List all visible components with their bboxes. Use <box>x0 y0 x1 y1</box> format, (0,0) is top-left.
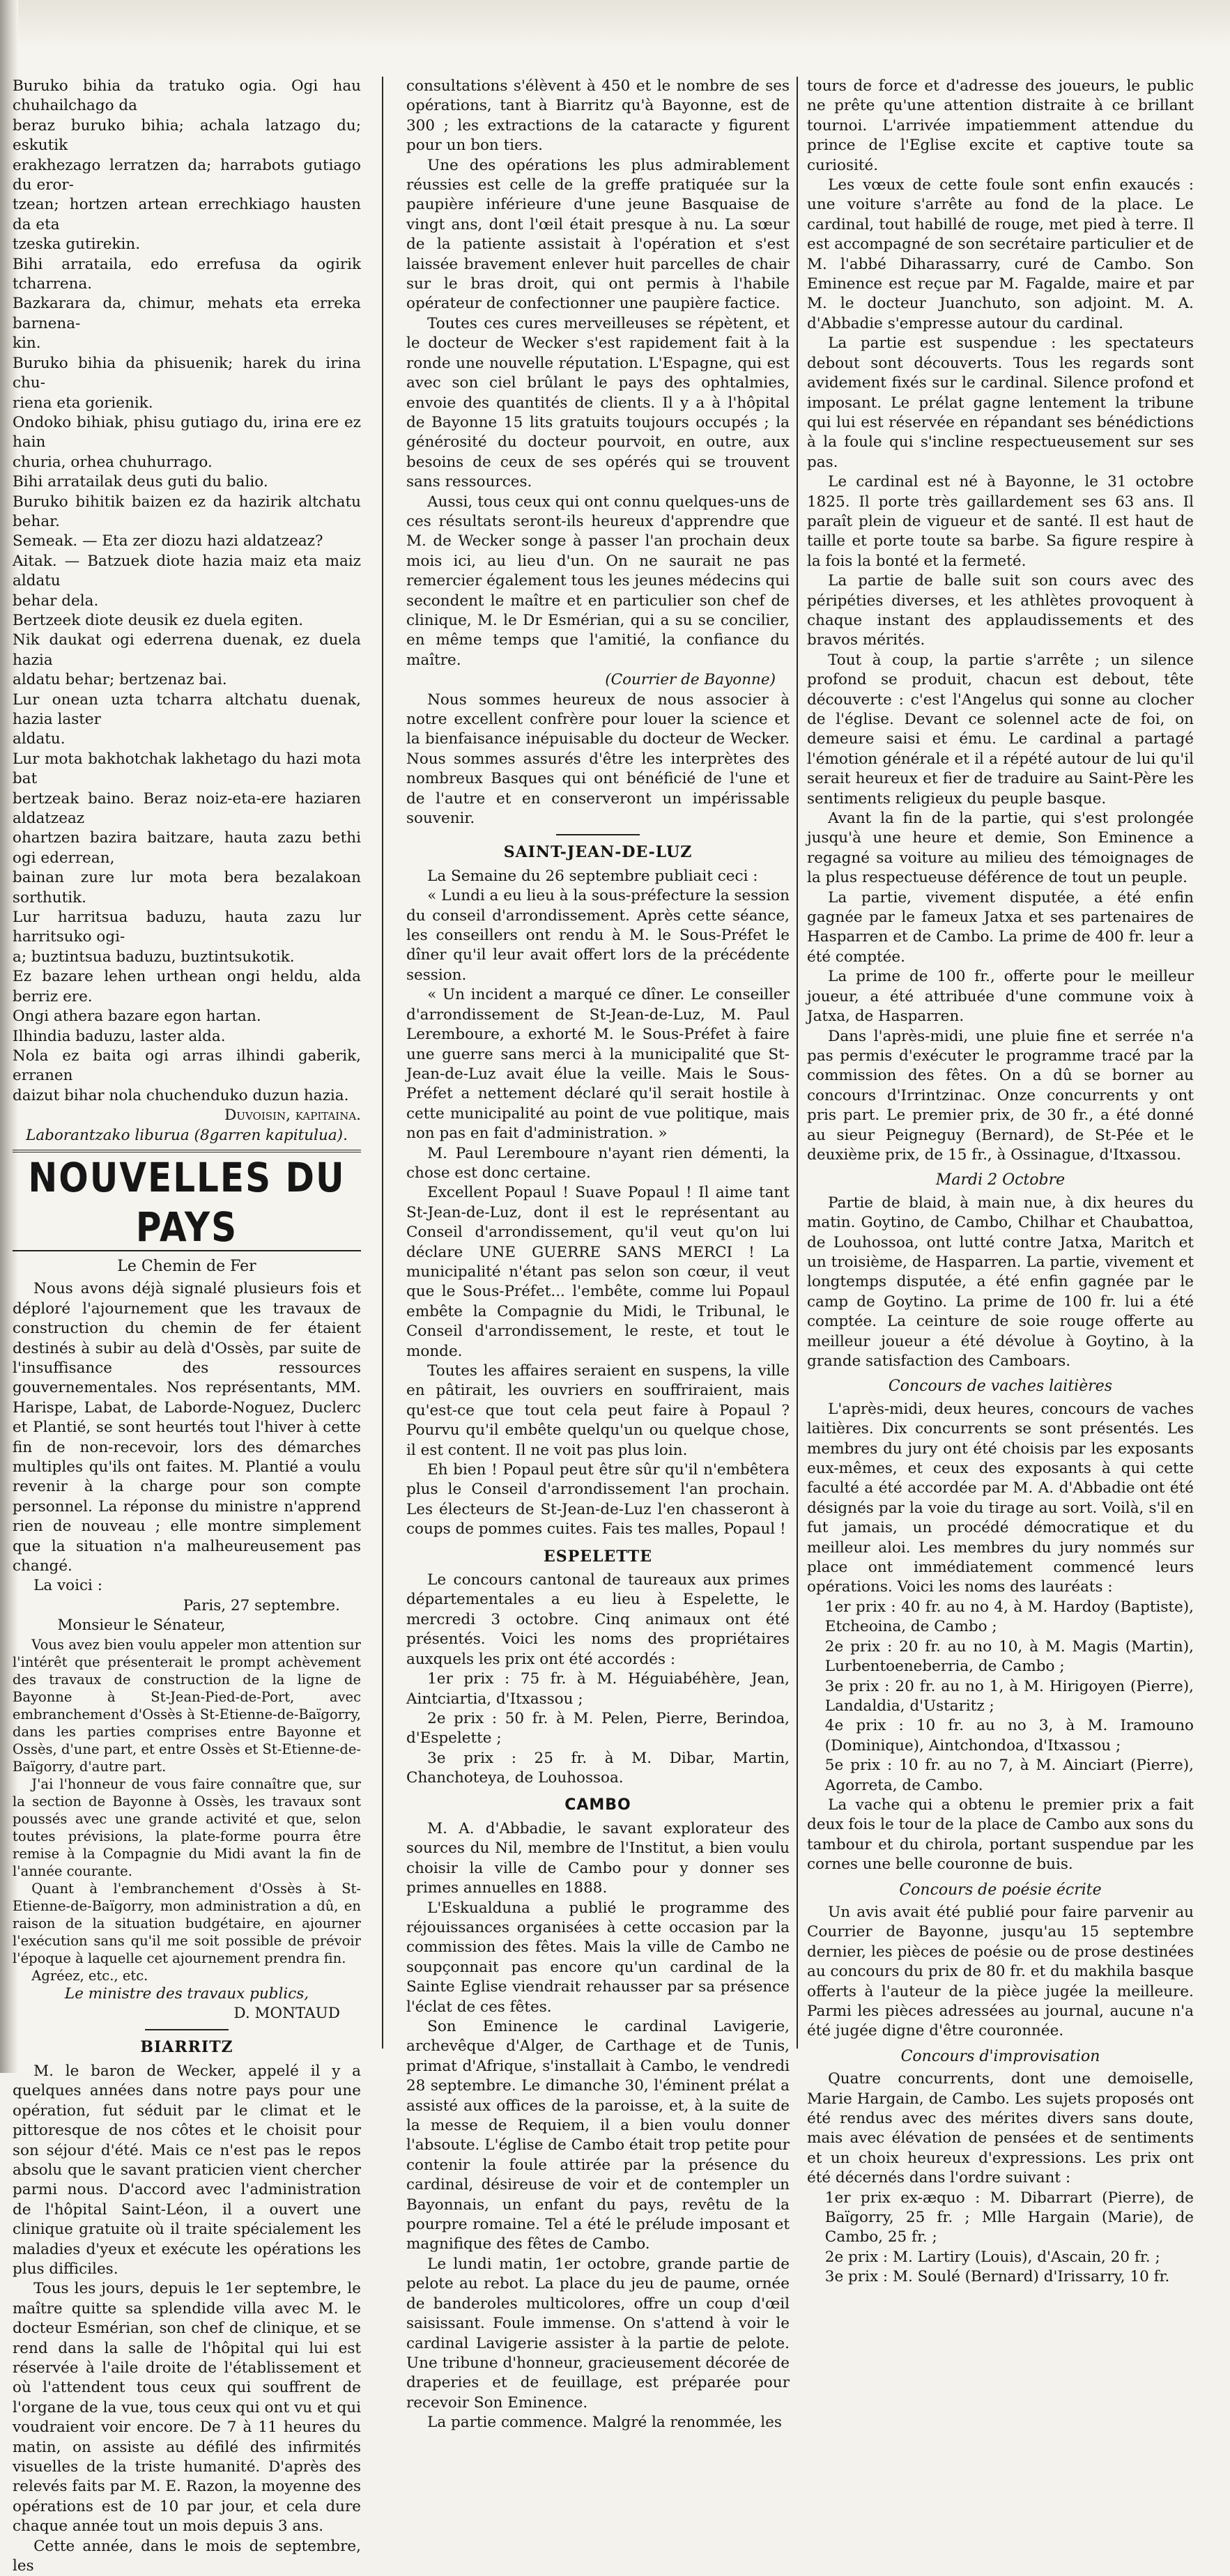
letter-paragraph: Quant à l'embranchement d'Ossès à St-Etienne-de-Baïgorry, mon administration a dû, en raison de la situation budgétaire, en ajourner l'exécution sans qu'il me soit possible de prévoir l'époque à laquelle cet ajournement prendra fin. <box>13 1880 361 1966</box>
prize-line: 1er prix ex-æquo : M. Dibarrart (Pierre), de Baïgorry, 25 fr. ; Mlle Hargain (Marie), de Cambo, 25 fr. ; <box>824 2189 1194 2246</box>
basque-line: Nik daukat ogi ederrena duenak, ez duela hazia <box>13 631 361 669</box>
article-source: (Courrier de Bayonne) <box>605 671 776 689</box>
espelette-title: ESPELETTE <box>544 1547 652 1566</box>
article-paragraph: Partie de blaid, à main nue, à dix heures du matin. Goytino, de Cambo, Chilhar et Chaubattoa, de Louhossoa, ont lutté contre Jatxa, Maritch et un troisième, de Hasparren. La partie, vivement et longtemps disputée, a été enfin gagnée par le camp de Goytino. La prime de 100 fr. lui a été comptée. La ceinture de soie rouge offerte au meilleur joueur a été dévolue à Goytino, à la grande satisfaction des Camboars. <box>807 1194 1194 1370</box>
basque-source: Laborantzako liburua (8garren kapitulua). <box>26 1126 348 1144</box>
basque-line: beraz buruko bihia; achala latzago du; eskutik <box>13 116 361 155</box>
basque-line: Aitak. — Batzuek diote hazia maiz eta maiz aldatu <box>13 552 361 590</box>
basque-line: Lur harritsua baduzu, hauta zazu lur harritsuko ogi- <box>13 909 361 946</box>
basque-line: Lur onean uzta tcharra altchatu duenak, hazia laster <box>13 691 361 728</box>
article-paragraph: La partie commence. Malgré la renommée, les <box>427 2414 782 2432</box>
basque-line: Bazkarara da, chimur, mehats eta erreka barnena- <box>13 295 361 332</box>
basque-line: bertzeak baino. Beraz noiz-eta-ere haziaren aldatzeaz <box>13 789 361 828</box>
basque-line: Lur mota bakhotchak lakhetago du hazi mota bat <box>13 750 361 788</box>
section-rule <box>13 1150 361 1152</box>
letter-paragraph: Vous avez bien voulu appeler mon attention sur l'intérêt que présenterait le prompt achèvement des travaux de construction de la ligne de Bayonne à St-Jean-Pied-de-Port, avec embranchement d'Ossès à St-Etienne-de-Baïgorry, dans les parties comprises entre Bayonne et Ossès, d'une part, et entre Ossès et St-Etienne-de-Baïgorry, d'autre part. <box>13 1636 361 1775</box>
letter-signature-name: D. MONTAUD <box>233 2005 340 2023</box>
poesie-title: Concours de poésie écrite <box>899 1881 1102 1899</box>
basque-line: Bertzeek diote deusik ez duela egiten. <box>13 611 304 629</box>
article-paragraph: La Semaine du 26 septembre publiait ceci : <box>427 867 758 885</box>
prize-line: 2e prix : 50 fr. à M. Pelen, Pierre, Berindoa, d'Espelette ; <box>406 1709 790 1748</box>
article-paragraph: Le concours cantonal de taureaux aux primes départementales a eu lieu à Espelette, le mercredi 3 octobre. Cinq animaux ont été présentés. Voici les noms des propriétaires auxquels les prix ont été accordés : <box>406 1571 790 1668</box>
article-paragraph: Toutes ces cures merveilleuses se répètent, et le docteur de Wecker s'est rapidement fait à la ronde une nouvelle réputation. L'Espagne, qui est avec son ciel brûlant le pays des ophtalmies, envoie des quantités de clients. Il y a à l'hôpital de Bayonne 15 lits gratuits toujours occupés ; la générosité du docteur pourvoit, en outre, aux besoins de ceux de ses opérés qui se trouvent sans ressources. <box>406 314 790 491</box>
article-paragraph: consultations s'élèvent à 450 et le nombre de ses opérations, tant à Biarritz qu'à Bayonne, est de 300 ; les extractions de la cataracte y figurent pour un bon tiers. <box>406 77 790 155</box>
article-paragraph: La prime de 100 fr., offerte pour le meilleur joueur, a été attribuée d'une commune voix à Jatxa, de Hasparren. <box>807 968 1194 1026</box>
letter-body <box>13 1636 361 1984</box>
letter-signature-title: Le ministre des travaux publics, <box>64 1984 309 2003</box>
basque-line: erakhezago lerratzen da; harrabots gutiago du eror- <box>13 156 361 194</box>
prize-line: 1er prix : 75 fr. à M. Héguiabéhère, Jean, Aintciartia, d'Itxassou ; <box>406 1670 790 1708</box>
article-paragraph: La partie est suspendue : les spectateurs debout sont découverts. Tous les regards sont avidement fixés sur le cardinal. Silence profond et imposant. Le prélat gagne lentement la tribune qui lui est réservée en répandant ses bénédictions à la foule qui s'incline respectueusement sur ses pas. <box>807 334 1194 471</box>
article-separator <box>145 2029 229 2030</box>
article-paragraph: Dans l'après-midi, une pluie fine et serrée n'a pas permis d'exécuter le programme tracé par la commission des fêtes. On a dû se borner au concours d'Irrintzinac. Onze concurrents y ont pris part. Le premier prix, de 30 fr., a été donné au sieur Peigneguy (Bernard), de St-Pée et le deuxième prix, de 15 fr., à Ossinague, d'Itxassou. <box>807 1027 1194 1164</box>
biarritz-title: BIARRITZ <box>140 2038 233 2057</box>
prize-line: 3e prix : 20 fr. au no 1, à M. Hirigoyen (Pierre), Landaldia, d'Ustaritz ; <box>824 1677 1194 1715</box>
article-paragraph: Quatre concurrents, dont une demoiselle, Marie Hargain, de Cambo. Les sujets proposés ont été rendus avec des mérites divers sans doute, mais avec élévation de pensées et de sentiments et un choix heureux d'expressions. Les prix ont été décernés dans l'ordre suivant : <box>807 2070 1194 2187</box>
article-paragraph: Le lundi matin, 1er octobre, grande partie de pelote au rebot. La place du jeu de paume, ornée de banderoles multicolores, offre un coup d'œil saisissant. Foule immense. On s'attend à voir le cardinal Lavigerie assister à la partie de pelote. Une tribune d'honneur, gracieusement décorée de draperies et de feuillage, est préparée pour recevoir Son Eminence. <box>406 2255 790 2412</box>
stjean-title: SAINT-JEAN-DE-LUZ <box>503 843 693 862</box>
basque-line: ohartzen bazira baitzare, hauta zazu bethi ogi ederrean, <box>13 829 361 867</box>
letter-paragraph: J'ai l'honneur de vous faire connaître que, sur la section de Bayonne à Ossès, les travaux sont poussés avec une grande activité et que, selon toutes prévisions, la plate-forme pourra être remise à la Compagnie du Midi avant la fin de l'année courante. <box>13 1775 361 1879</box>
basque-line: Nola ez baita ogi arras ilhindi gaberik, erranen <box>13 1047 361 1085</box>
article-paragraph: Aussi, tous ceux qui ont connu quelques-uns de ces résultats seront-ils heureux d'apprendre que M. de Wecker songe à passer l'an prochain deux mois ici, au lieu d'un. On ne saurait ne pas remercier également tous les jeunes médecins qui secondent le maître et en particulier son chef de clinique, M. le Dr Esmérian, qui a su se concilier, en même temps que l'amitié, la confiance du maître. <box>406 493 790 669</box>
prize-line: 2e prix : M. Lartiry (Louis), d'Ascain, 20 fr. ; <box>824 2248 1160 2266</box>
article-paragraph: Le cardinal est né à Bayonne, le 31 octobre 1825. Il porte très gaillardement ses 63 ans. Il paraît plein de vigueur et de santé. Il est haut de taille et porte toute sa barbe. Sa figure respire à la fois la bonté et la fermeté. <box>807 473 1194 570</box>
cambo-title: CAMBO <box>564 1796 631 1814</box>
prize-line: 5e prix : 10 fr. au no 7, à M. Ainciart (Pierre), Agorreta, de Cambo. <box>824 1757 1194 1794</box>
article-paragraph: Avant la fin de la partie, qui s'est prolongée jusqu'à une heure et demie, Son Eminence a regagné sa voiture au milieu des témoignages de la plus respectueuse déférence de tout un peuple. <box>807 810 1194 887</box>
article-paragraph: « Lundi a eu lieu à la sous-préfecture la session du conseil d'arrondissement. Après cette séance, les conseillers ont rendu à M. le Sous-Préfet le dîner qu'il leur avait offert lors de la précédente session. <box>406 887 790 984</box>
article-paragraph: « Un incident a marqué ce dîner. Le conseiller d'arrondissement de St-Jean-de-Luz, M. Paul Leremboure, a exhorté M. le Sous-Préfet à faire une guerre sans merci à la municipalité que St-Jean-de-Luz avait élue la veille. Mais le Sous-Préfet a nettement déclaré qu'il serait hostile à cette municipalité au point de vue politique, mais non pas en fait d'administration. » <box>406 986 790 1143</box>
article-paragraph: L'Eskualduna a publié le programme des réjouissances organisées à cette occasion par la commission des fêtes. Mais la ville de Cambo ne soupçonnait pas encore qu'un cardinal de la Sainte Eglise viendrait rehausser par sa présence l'éclat de ces fêtes. <box>406 1899 790 2016</box>
basque-signature: Duvoisin, kapitaina. <box>224 1106 361 1125</box>
mardi-title: Mardi 2 Octobre <box>935 1171 1066 1189</box>
basque-line: tzean; hortzen artean errechkiago hausten da eta <box>13 196 361 233</box>
basque-line: behar dela. <box>13 592 99 610</box>
prize-line: 4e prix : 10 fr. au no 3, à M. Iramouno (Dominique), Aintchondoa, d'Itxassou ; <box>824 1717 1194 1754</box>
basque-line: churia, orhea chuhurrago. <box>13 453 213 471</box>
article-paragraph: Excellent Popaul ! Suave Popaul ! Il aime tant St-Jean-de-Luz, dont il est le représentant au Conseil d'arrondissement, qu'il veut qu'on lui déclare UNE GUERRE SANS MERCI ! La municipalité n'étant pas selon son cœur, il veut que le Sous-Préfet... l'embête, comme lui Popaul embête la Compagnie du Midi, le Tribunal, le Conseil d'arrondissement, le reste, et tout le monde. <box>406 1184 790 1360</box>
article-separator <box>556 834 640 835</box>
basque-line: a; buztintsua baduzu, buztintsukotik. <box>13 948 295 966</box>
article-paragraph: Toutes les affaires seraient en suspens, la ville en pâtirait, les ouvriers en souffriraient, mais qu'est-ce que tout cela peut faire à Popaul ? Pourvu qu'il embête quelqu'un ou quelque chose, il est content. Il ne voit pas plus loin. <box>406 1362 790 1459</box>
column-2 <box>406 77 790 2432</box>
basque-line: bainan zure lur mota bera bezalakoan sorthutik. <box>13 869 361 907</box>
article-paragraph: Nous avons déjà signalé plusieurs fois et déploré l'ajournement que les travaux de construction du chemin de fer étaient destinés à subir au delà d'Ossès, par suite de l'insuffisance des ressources gouvernementales. Nos représentants, MM. Harispe, Labat, de Laborde-Noguez, Duclerc et Plantié, se sont heurtés tout l'hiver à cette fin de non-recevoir, lors des démarches multiples qu'ils ont faites. M. Plantié a voulu revenir à la charge pour son compte personnel. La réponse du ministre n'apprend rien de nouveau ; elle montre simplement que la situation n'a malheureusement pas changé. <box>13 1280 361 1575</box>
article-paragraph: L'après-midi, deux heures, concours de vaches laitières. Dix concurrents se sont présentés. Les membres du jury ont été choisis par les exposants eux-mêmes, et ceux des exposants à qui cette faculté a été accordée par M. A. d'Abbadie ont été désignés par la voie du tirage au sort. Voilà, s'il en fut jamais, un procédé démocratique et du meilleur aloi. Les membres du jury nommés sur place ont immédiatement commencé leurs opérations. Voici les noms des lauréats : <box>807 1400 1194 1596</box>
basque-line: aldatu behar; bertzenaz bai. <box>13 671 227 689</box>
basque-line: Bihi arratailak deus guti du balio. <box>13 473 268 491</box>
column-3 <box>807 77 1194 2286</box>
basque-line: Bihi arrataila, edo errefusa da ogirik tcharrena. <box>13 255 361 293</box>
basque-line: Ez bazare lehen urthean ongi heldu, alda berriz ere. <box>13 968 361 1005</box>
basque-line: daizut bihar nola chuchenduko duzun hazia. <box>13 1086 349 1104</box>
basque-line: Buruko bihia da tratuko ogia. Ogi hau chuhailchago da <box>13 77 361 115</box>
basque-line: kin. <box>13 334 41 353</box>
article-paragraph: M. le baron de Wecker, appelé il y a quelques années dans notre pays pour une opération, fut séduit par le climat et le pittoresque de nos côtes et le choisit pour son séjour d'été. Mais ce n'est pas le repos absolu que le savant praticien vient chercher parmi nous. D'accord avec l'administration de l'hôpital Saint-Léon, il a ouvert une clinique gratuite où il traite spécialement les maladies d'yeux et exécute les opérations les plus difficiles. <box>13 2062 361 2278</box>
article-paragraph: M. Paul Leremboure n'ayant rien démenti, la chose est donc certaine. <box>406 1144 790 1182</box>
letter-salutation: Monsieur le Sénateur, <box>57 1617 226 1635</box>
basque-text-block <box>13 77 361 1106</box>
article-paragraph: Tout à coup, la partie s'arrête ; un silence profond se produit, chacun est debout, tête découverte : c'est l'Angelus qui sonne au clocher de l'église. Devant ce solennel acte de foi, on demeure saisi et ému. Le cardinal a partagé l'émotion générale et il a répété autour de lui qu'il serait heureux et fier de traduire au Saint-Père les sentiments religieux du peuple basque. <box>807 651 1194 808</box>
basque-line: Ilhindia baduzu, laster alda. <box>13 1027 226 1045</box>
letter-paragraph: Agréez, etc., etc. <box>31 1967 148 1984</box>
vaches-title: Concours de vaches laitières <box>888 1378 1113 1396</box>
article-paragraph: Nous sommes heureux de nous associer à notre excellent confrère pour louer la science et la bienfaisance inépuisable du docteur de Wecker. Nous sommes assurés d'être les interprètes des nombreux Basques qui ont bénéficié de l'une et de l'autre et en conserveront un impérissable souvenir. <box>406 691 790 828</box>
basque-line: riena eta gorienik. <box>13 394 153 412</box>
improv-title: Concours d'improvisation <box>900 2047 1100 2065</box>
prize-line: 3e prix : M. Soulé (Bernard) d'Irissarry, 10 fr. <box>824 2268 1170 2286</box>
basque-line: tzeska gutirekin. <box>13 236 141 254</box>
column-rule <box>797 77 798 2049</box>
basque-line: Buruko bihia da phisuenik; harek du irina chu- <box>13 354 361 392</box>
article-paragraph: Les vœux de cette foule sont enfin exaucés : une voiture s'arrête au fond de la place. Le cardinal, tout habillé de rouge, met pied à terre. Il est accompagné de son secrétaire particulier et de M. l'abbé Diharassarry, curé de Cambo. Son Eminence est reçue par M. Fagalde, maire et par M. le docteur Juanchuto, son adjoint. M. A. d'Abbadie s'empresse autour du cardinal. <box>807 176 1194 332</box>
article-paragraph: Cette année, dans le mois de septembre, les <box>13 2537 361 2575</box>
article-paragraph: La vache qui a obtenu le premier prix a fait deux fois le tour de la place de Cambo aux sons du tambour et du chirola, portant suspendue par les cornes une belle couronne de buis. <box>807 1796 1194 1874</box>
column-rule <box>382 77 383 2049</box>
basque-line: aldatu. <box>13 730 66 748</box>
basque-line: Ongi athera bazare egon hartan. <box>13 1008 261 1026</box>
section-title: NOUVELLES DU PAYS <box>28 1154 346 1251</box>
article-paragraph: La voici : <box>33 1577 102 1595</box>
basque-line: Semeak. — Eta zer diozu hazi aldatzeaz? <box>13 532 323 550</box>
article-paragraph: tours de force et d'adresse des joueurs, le public ne prête qu'une attention distraite à ce brillant tournoi. L'arrivée impatiemment attendue du prince de l'Eglise excite et captive toute sa curiosité. <box>807 77 1194 174</box>
article-paragraph: M. A. d'Abbadie, le savant explorateur des sources du Nil, membre de l'Institut, a bien voulu choisir la ville de Cambo pour y donner ses primes annuelles en 1888. <box>406 1819 790 1897</box>
article-paragraph: La partie, vivement disputée, a été enfin gagnée par le fameux Jatxa et ses partenaires de Hasparren et de Cambo. La prime de 400 fr. leur a été comptée. <box>807 888 1194 966</box>
column-1 <box>13 77 361 2575</box>
chemin-title: Le Chemin de Fer <box>117 1257 256 1275</box>
article-paragraph: Tous les jours, depuis le 1er septembre, le maître quitte sa splendide villa avec M. le docteur Esmérian, son chef de clinique, et se rend dans la salle de l'hôpital qui lui est réservée à l'aile droite de l'établissement et où l'attendent tous ceux qui souffrent de l'organe de la vue, tous ceux qui ont vu et qui voudraient voir encore. De 7 à 11 heures du matin, on assiste au défilé des infirmités visuelles de la triste humanité. D'après des relevés faits par M. E. Razon, la moyenne des opérations est de 10 par jour, et cela dure chaque année tout un mois depuis 3 ans. <box>13 2280 361 2536</box>
article-paragraph: Eh bien ! Popaul peut être sûr qu'il n'embêtera plus le Conseil d'arrondissement l'an prochain. Les électeurs de St-Jean-de-Luz l'en chasseront à coups de pommes cuites. Fais tes malles, Popaul ! <box>406 1461 790 1538</box>
basque-line: Buruko bihitik baizen ez da hazirik altchatu behar. <box>13 493 361 530</box>
letter-place-date: Paris, 27 septembre. <box>183 1596 340 1614</box>
page-top-shade <box>0 0 1230 49</box>
article-paragraph: Un avis avait été publié pour faire parvenir au Courrier de Bayonne, jusqu'au 15 septembre dernier, les pièces de poésie ou de prose destinées au concours du prix de 80 fr. et du makhila basque offerts à l'auteur de la pièce jugée la meilleure. Parmi les pièces adressées au journal, aucune n'a été jugée digne d'être couronnée. <box>807 1903 1194 2040</box>
article-paragraph: Son Eminence le cardinal Lavigerie, archevêque d'Alger, de Carthage et de Tunis, primat d'Afrique, s'installait à Cambo, le vendredi 28 septembre. Le dimanche 30, l'éminent prélat a assisté aux offices de la paroisse, et, à la suite de la messe de Requiem, il a bien voulu donner l'absoute. L'église de Cambo était trop petite pour contenir la foule attirée par la présence du cardinal, désireuse de voir et de contempler un Bayonnais, un enfant du pays, revêtu de la pourpre romaine. Tel a été le prélude imposant et magnifique des fêtes de Cambo. <box>406 2018 790 2253</box>
prize-line: 3e prix : 25 fr. à M. Dibar, Martin, Chanchoteya, de Louhossoa. <box>406 1749 790 1787</box>
article-paragraph: La partie de balle suit son cours avec des péripéties diverses, et les athlètes provoquent à chaque instant des applaudissements et des bravos mérités. <box>807 572 1194 649</box>
article-paragraph: Une des opérations les plus admirablement réussies est celle de la greffe pratiquée sur la paupière inférieure d'une jeune Basquaise de vingt ans, dont l'œil était presque à nu. La sœur de la patiente assistait à l'opération et s'est laissée bravement enlever huit parcelles de chair sur le bras droit, qui ont permis à l'habile opérateur de confectionner une paupière factice. <box>406 156 790 313</box>
prize-line: 2e prix : 20 fr. au no 10, à M. Magis (Martin), Lurbentoeneberria, de Cambo ; <box>824 1637 1194 1676</box>
basque-line: Ondoko bihiak, phisu gutiago du, irina ere ez hain <box>13 413 361 452</box>
prize-line: 1er prix : 40 fr. au no 4, à M. Hardoy (Baptiste), Etcheoina, de Cambo ; <box>824 1598 1194 1636</box>
